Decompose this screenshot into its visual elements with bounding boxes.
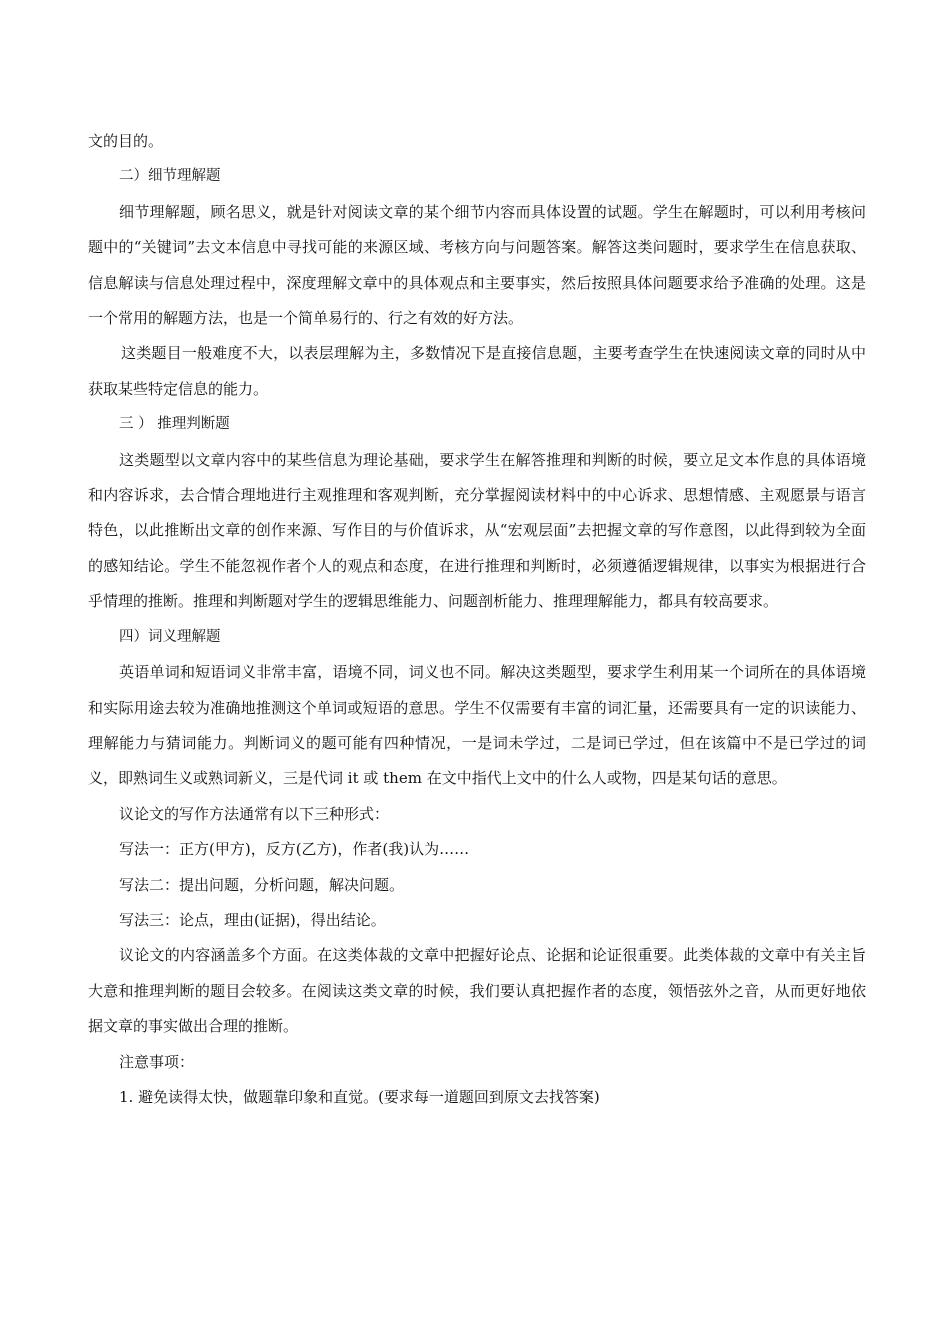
paragraph-vocabulary: 英语单词和短语词义非常丰富，语境不同，词义也不同。解决这类题型，要求学生利用某一个词所在的具体语境和实际用途去较为准确地推测这个单词或短语的意思。学生不仅需要有丰富的词汇量，还需要具有一定的识读能力、理解能力与猜词能力。判断词义的题可能有四种情况，一是词未学过，二是词已学过，但在该篇中不是已学过的词义，即熟词生义或熟词新义，三是代词 it 或 them 在文中指代上文中的什么人或物，四是某句话的意思。	[88, 663, 866, 788]
paragraph-detail-intro: 细节理解题，顾名思义，就是针对阅读文章的某个细节内容而具体设置的试题。学生在解题时，可以利用考核问题中的“关键词”去文本信息中寻找可能的来源区域、考核方向与问题答案。解答这类问题时，要求学生在信息获取、信息解读与信息处理过程中，深度理解文章中的具体观点和主要事实，然后按照具体问题要求给予准确的处理。这是一个常用的解题方法，也是一个简单易行的、行之有效的好方法。	[88, 202, 866, 328]
paragraph-argument-intro: 议论文的写作方法通常有以下三种形式：	[119, 804, 390, 823]
document-body	[88, 124, 866, 1115]
paragraph-argument-content: 议论文的内容涵盖多个方面。在这类体裁的文章中把握好论点、论据和论证很重要。此类体裁的文章中有关主旨大意和推理判断的题目会较多。在阅读这类文章的时候，我们要认真把握作者的态度，领悟弦外之音，从而更好地依据文章的事实做出合理的推断。	[88, 946, 866, 1036]
notes-heading: 注意事项：	[119, 1052, 195, 1071]
section-heading-vocabulary: 四）词义理解题	[119, 628, 221, 645]
paragraph-method-3: 写法三：论点，理由(证据)，得出结论。	[119, 910, 386, 929]
section-heading-inference: 三 ） 推理判断题	[119, 416, 230, 433]
paragraph-method-1: 写法一：正方(甲方)，反方(乙方)，作者(我)认为……	[119, 840, 470, 859]
note-item-1: 1. 避免读得太快，做题靠印象和直觉。(要求每一道题回到原文去找答案)	[119, 1087, 600, 1106]
section-heading-detail: 二）细节理解题	[119, 168, 221, 185]
paragraph-inference: 这类题型以文章内容中的某些信息为理论基础，要求学生在解答推理和判断的时候，要立足文本作息的具体语境和内容诉求，去合情合理地进行主观推理和客观判断，充分掌握阅读材料中的中心诉求、思想情感、主观愿景与语言特色，以此推断出文章的创作来源、写作目的与价值诉求，从“宏观层面”去把握文章的写作意图，以此得到较为全面的感知结论。学生不能忽视作者个人的观点和态度，在进行推理和判断时，必须遵循逻辑规律，以事实为根据进行合乎情理的推断。推理和判断题对学生的逻辑思维能力、问题剖析能力、推理理解能力，都具有较高要求。	[88, 450, 866, 611]
paragraph-continuation: 文的目的。	[88, 132, 164, 150]
paragraph-detail-difficulty: 这类题目一般难度不大，以表层理解为主，多数情况下是直接信息题，主要考查学生在快速阅读文章的同时从中获取某些特定信息的能力。	[88, 344, 866, 398]
paragraph-method-2: 写法二：提出问题，分析问题，解决问题。	[119, 875, 405, 894]
